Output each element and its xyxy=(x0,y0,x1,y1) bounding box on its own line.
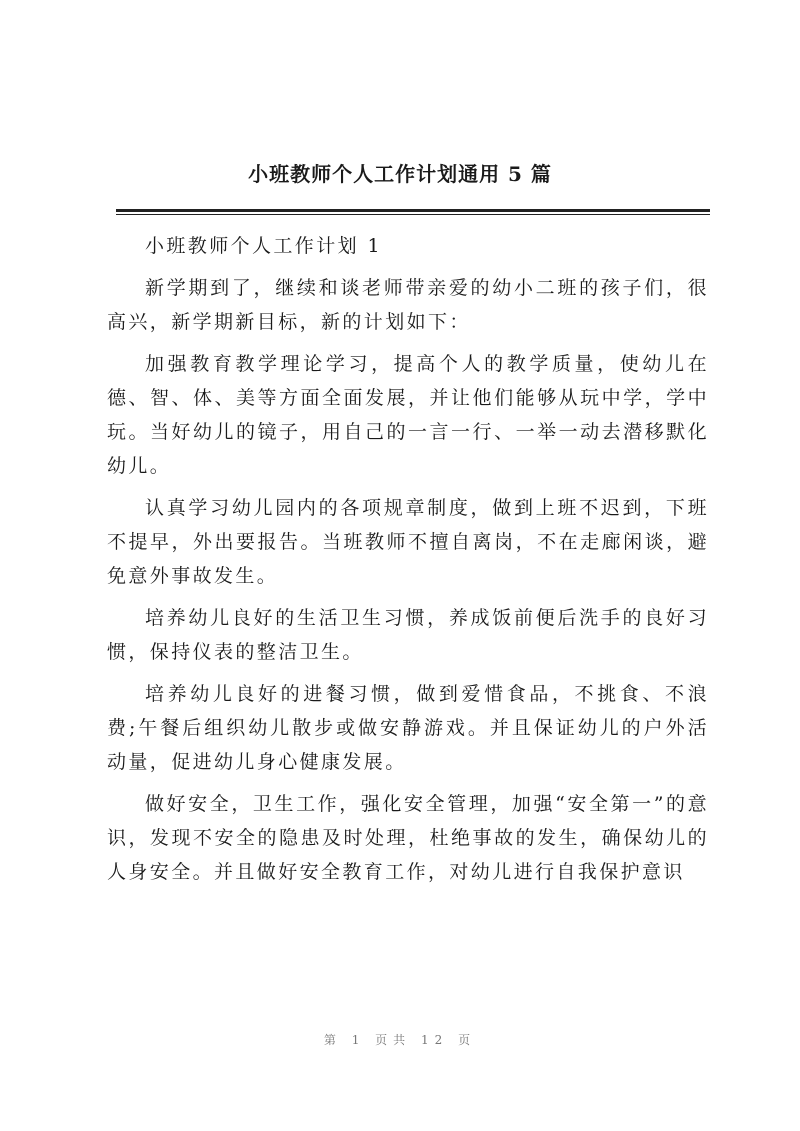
title-divider xyxy=(116,209,710,212)
section-heading: 小班教师个人工作计划 1 xyxy=(145,235,382,257)
document-body xyxy=(107,229,709,897)
paragraph: 培养幼儿良好的生活卫生习惯，养成饭前便后洗手的良好习惯，保持仪表的整洁卫生。 xyxy=(107,607,709,663)
paragraph: 做好安全，卫生工作，强化安全管理，加强“安全第一”的意识，发现不安全的隐患及时处理，杜绝事故的发生，确保幼儿的人身安全。并且做好安全教育工作，对幼儿进行自我保护意识 xyxy=(107,793,709,883)
page-number: 第 1 页共 12 页 xyxy=(323,1033,477,1047)
paragraph: 培养幼儿良好的进餐习惯，做到爱惜食品，不挑食、不浪费;午餐后组织幼儿散步或做安静游戏。并且保证幼儿的户外活动量，促进幼儿身心健康发展。 xyxy=(107,683,709,773)
paragraph: 加强教育教学理论学习，提高个人的教学质量，使幼儿在德、智、体、美等方面全面发展，并让他们能够从玩中学，学中玩。当好幼儿的镜子，用自己的一言一行、一举一动去潜移默化幼儿。 xyxy=(107,353,709,477)
document-title: 小班教师个人工作计划通用 5 篇 xyxy=(248,162,552,186)
title-divider-thin xyxy=(116,214,710,215)
paragraph: 认真学习幼儿园内的各项规章制度，做到上班不迟到，下班不提早，外出要报告。当班教师不擅自离岗，不在走廊闲谈，避免意外事故发生。 xyxy=(107,497,709,587)
paragraph: 新学期到了，继续和谈老师带亲爱的幼小二班的孩子们，很高兴，新学期新目标，新的计划如下： xyxy=(107,277,709,333)
